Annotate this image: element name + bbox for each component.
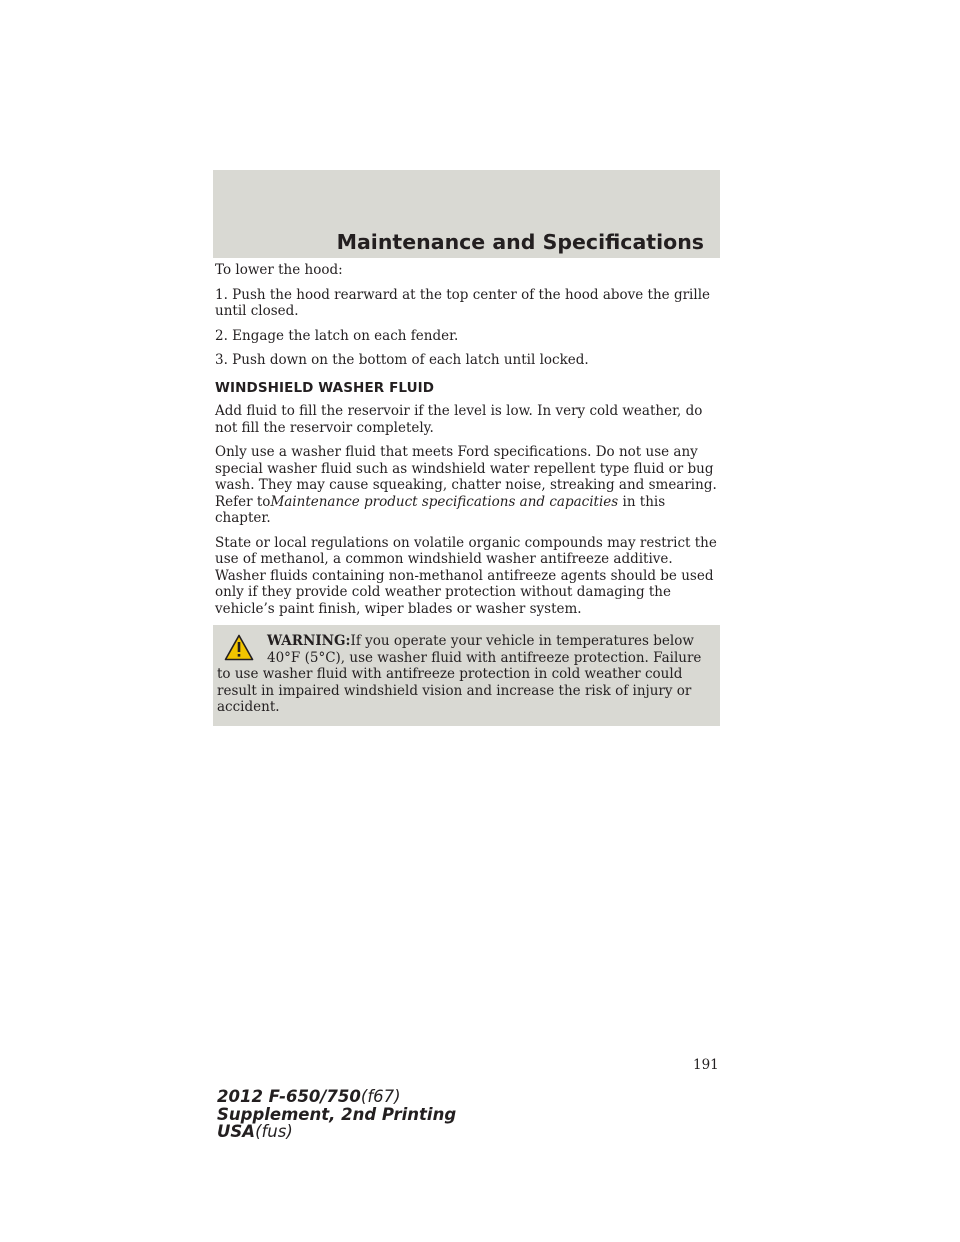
footer-line-market	[217, 1123, 456, 1141]
warning-text-first: If you operate your vehicle in temperatures below 40°F (5°C), use washer fluid with antifreeze protection. Failure	[267, 633, 702, 666]
footer-edition	[217, 1088, 456, 1141]
page-number: 191	[693, 1057, 719, 1073]
cross-reference: Maintenance product specifications and capacities	[270, 493, 619, 510]
step-1: 1. Push the hood rearward at the top center of the hood above the grille until closed.	[215, 286, 710, 319]
step-3: 3. Push down on the bottom of each latch until locked.	[215, 352, 589, 368]
warning-first-lines	[217, 633, 710, 666]
footer-model-code: (f67)	[360, 1087, 401, 1106]
warning-box	[213, 625, 720, 726]
paragraph-ford-spec-text: Only use a washer fluid that meets Ford specifications. Do not use any special washer fluid such as windshield water repellent type fluid or bug wash. They may cause squeaking, chatter noise, streaking and smearing. Refer to	[215, 444, 717, 510]
page-content	[215, 262, 721, 726]
footer-market-code: (fus)	[255, 1122, 293, 1141]
footer-line-model	[217, 1088, 456, 1106]
step-2: 2. Engage the latch on each fender.	[215, 327, 459, 344]
warning-text-rest: to use washer fluid with antifreeze protection in cold weather could result in impaired windshield vision and increase the risk of injury or accident.	[217, 666, 692, 715]
paragraph-fill-level: Add fluid to fill the reservoir if the level is low. In very cold weather, do not fill the reservoir completely.	[215, 403, 703, 436]
footer-model: 2012 F-650/750	[217, 1087, 361, 1106]
section-header-band	[213, 170, 720, 258]
paragraph-ford-spec	[215, 444, 721, 527]
warning-triangle-icon	[224, 634, 254, 661]
section-heading: WINDSHIELD WASHER FLUID	[215, 379, 435, 396]
warning-label: WARNING:	[267, 633, 351, 649]
intro-text: To lower the hood:	[215, 262, 343, 278]
footer-printing: Supplement, 2nd Printing	[217, 1104, 457, 1124]
footer-market: USA	[217, 1122, 256, 1141]
paragraph-ford-spec-end: in this chapter.	[215, 493, 666, 526]
paragraph-regulations: State or local regulations on volatile organic compounds may restrict the use of methanol, a common windshield washer antifreeze additive. Washer fluids containing non-methanol antifreeze agents should be used only if they provide cold weather protection without damaging the vehicle’s paint finish, wiper blades or washer system.	[215, 534, 717, 617]
section-title: Maintenance and Specifications	[336, 230, 704, 254]
